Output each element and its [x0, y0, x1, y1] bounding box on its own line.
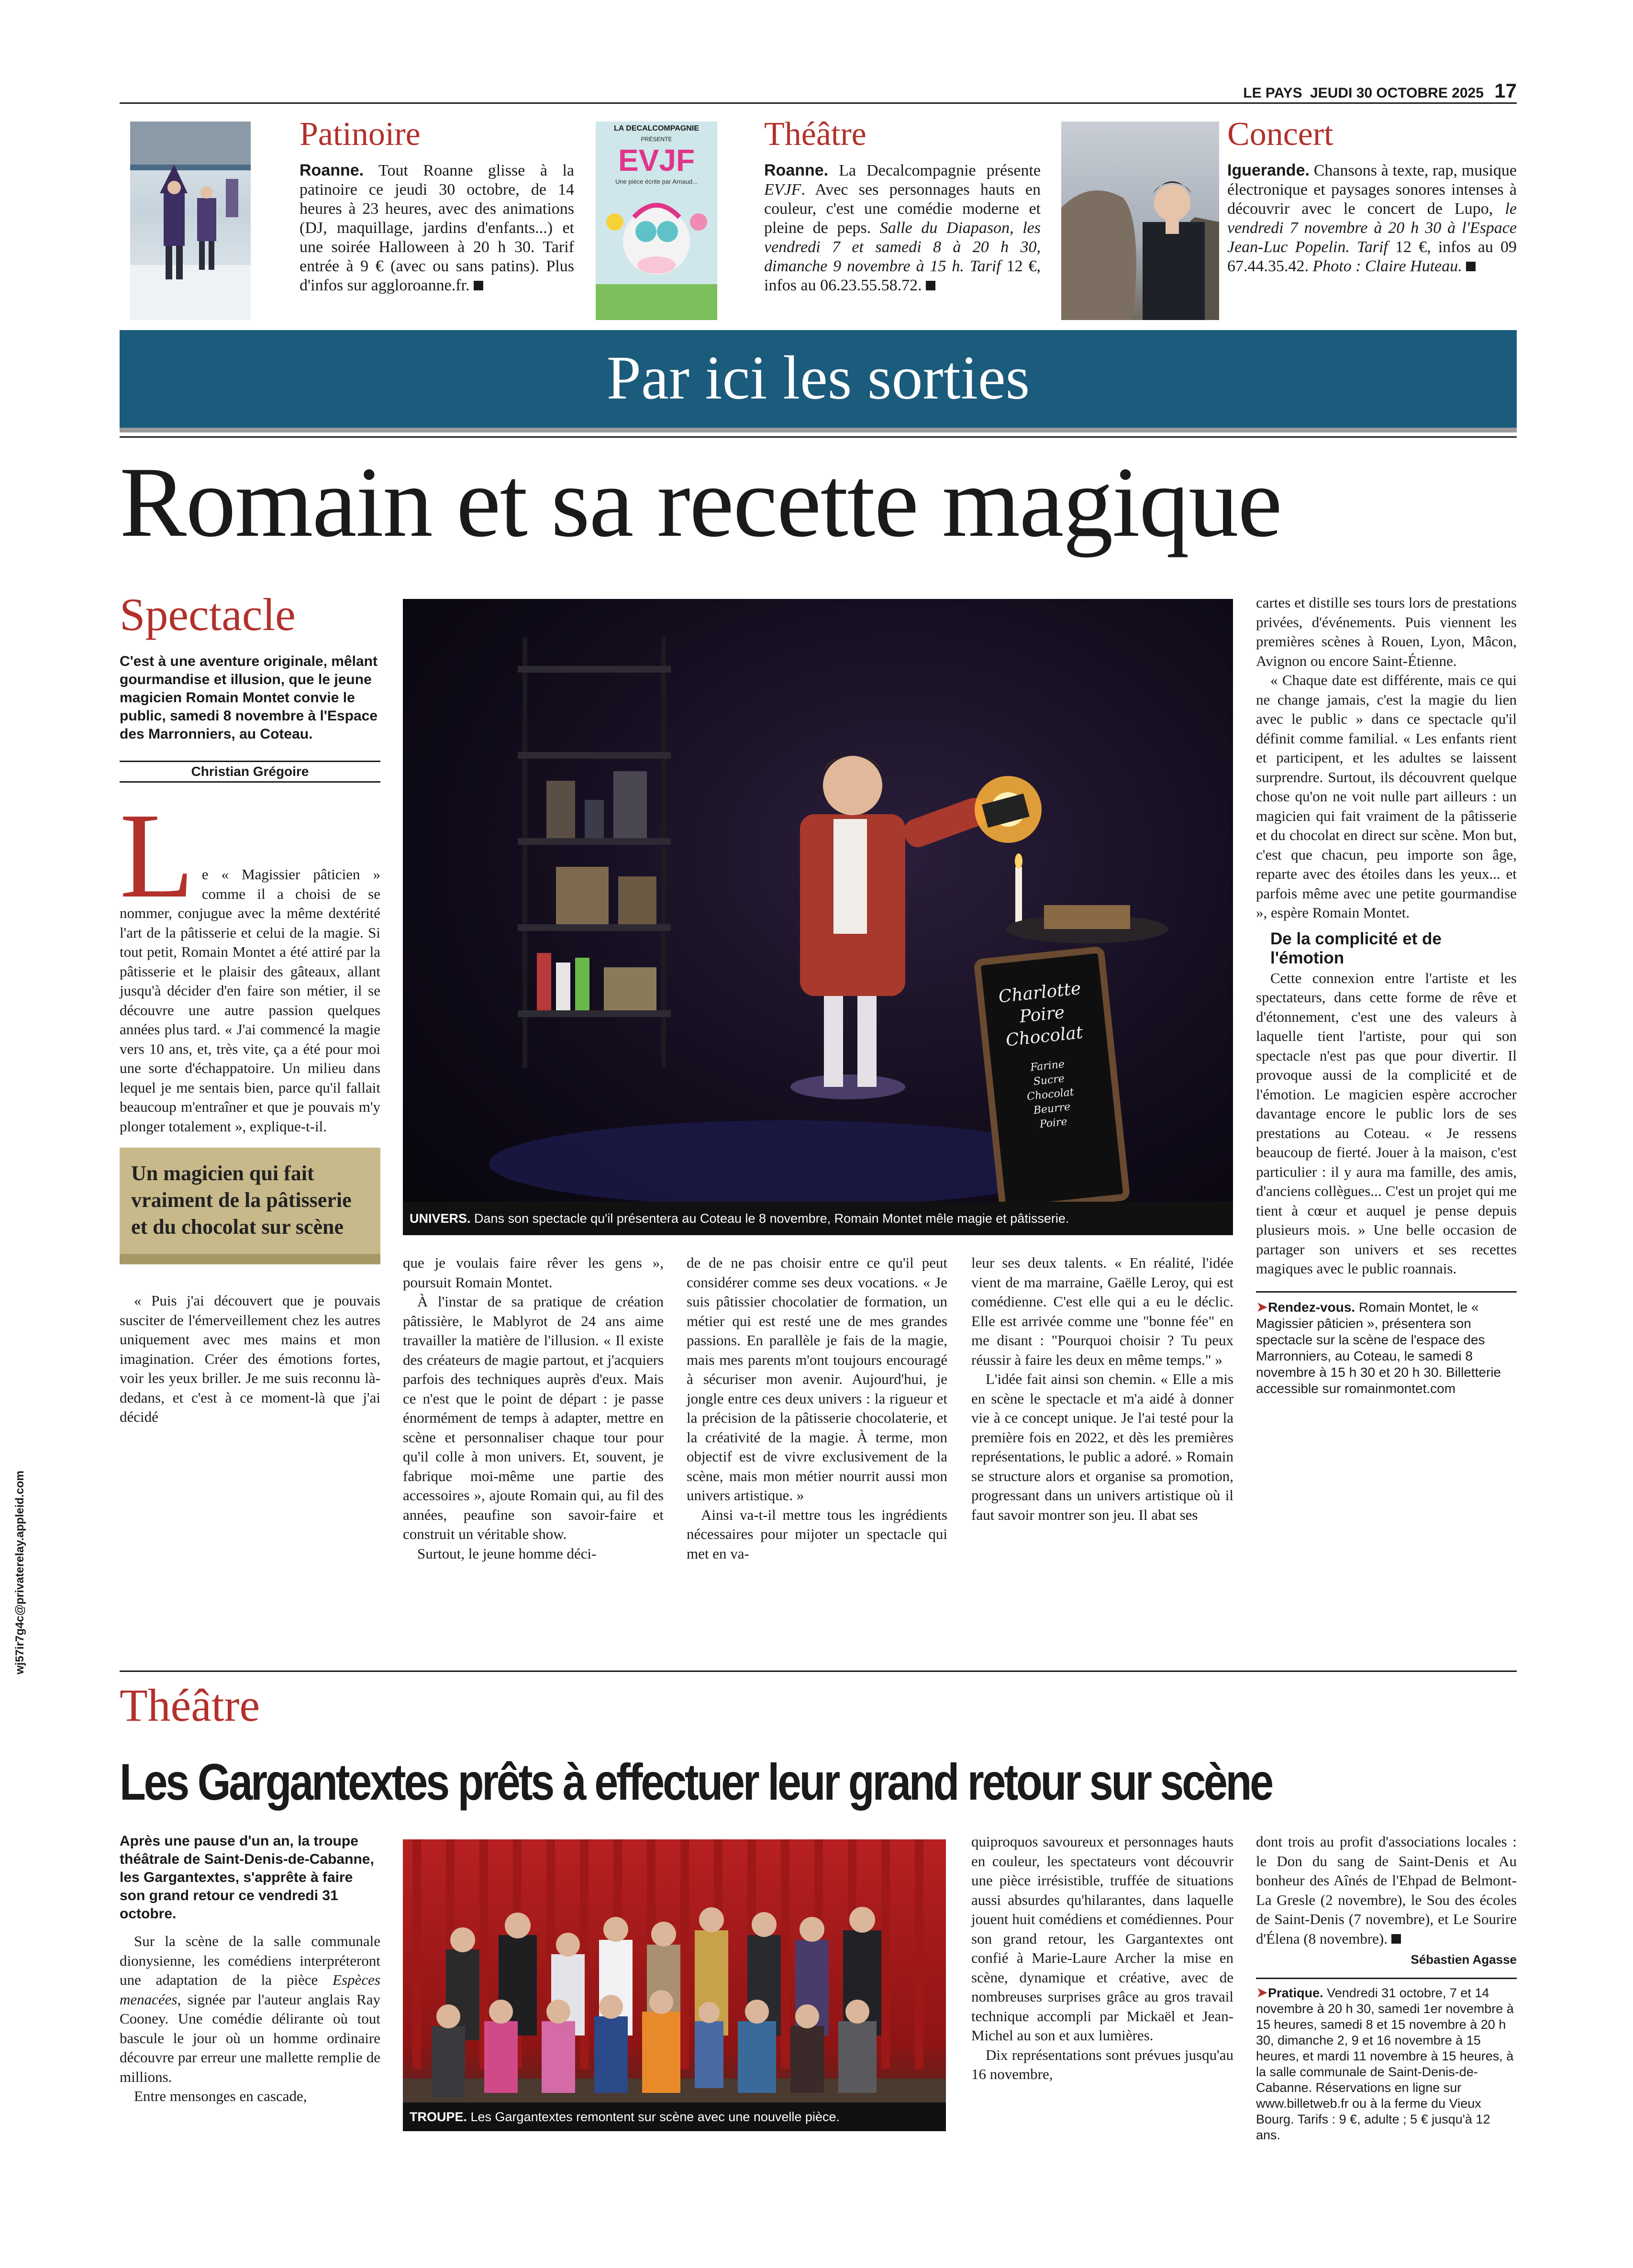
chalkboard-line: Sucre [1033, 1073, 1065, 1088]
end-square [1466, 262, 1476, 271]
pratique-rule [1256, 1978, 1517, 1979]
chalkboard-line: Charlotte [997, 978, 1082, 1007]
teaser-text: Roanne. Tout Roanne glisse à la patinoire ce jeudi 30 octobre, de 14 heures à 23 heures, avec des animations (DJ, maquillage, jardins d'enfants...) et une soirée Halloween à 20 h 30. Tarif entrée à 9 € (avec ou sans patins). Plus d'infos sur aggloroanne.fr. [300, 161, 574, 294]
poster-presents: PRÉSENTE [641, 136, 672, 143]
paragraph: e « Magissier pâticien » comme il a choisi de se nommer, conjugue avec la même dextérité l'art de la pâtisserie et celui de la magie. Si tout petit, Romain Montet a été attiré par la pâtisserie et le plaisir des gâteaux, allant jusqu'à décider d'en faire son métier, il se découvre une autre passion quelques années plus tard. « J'ai commencé la magie vers 10 ans, et, très vite, ça a été pour moi une sorte d'échappatoire. Un milieu dans lequel je me sentais bien, parce qu'il fallait beaucoup m'entraîner et que je pouvais m'y plonger totalement », explique-t-il. [120, 866, 380, 1135]
teaser-concert [1227, 118, 1517, 276]
teaser-title: Patinoire [300, 116, 421, 153]
poster-subtitle: Une pièce écrite par Arnaud... [615, 178, 698, 185]
arrow-icon: ➤ [1256, 1299, 1268, 1315]
article1-col2 [403, 1253, 664, 1563]
article1-author: Christian Grégoire [191, 764, 309, 779]
page-number: 17 [1494, 79, 1517, 102]
teaser-text: Roanne. La Decalcompagnie présente EVJF. Avec ses personnages hauts en couleur, c'est une comédie moderne et pleine de peps. Salle du Diapason, les vendredi 7 et samedi 8 à 20 h 30, dimanche 9 novembre à 15 h. Tarif 12 €, infos au 06.23.55.58.72. [764, 161, 1041, 294]
side-id: wj57ir7g4c@privaterelay.appleid.com [13, 1471, 26, 1674]
dropcap: L [120, 788, 194, 923]
skaters-photo [130, 122, 251, 320]
paragraph: cartes et distille ses tours lors de prestations privées, d'événements. Puis viennent les premières scènes à Rouen, Lyon, Mâcon, Avignon ou encore Saint-Étienne. [1256, 594, 1517, 669]
teaser-patinoire [300, 118, 574, 295]
paragraph: quiproquos savoureux et personnages hauts en couleur, les spectateurs vont découvrir une pièce irrésistible, truffée de situations aussi absurdes qu'hilarantes, dans laquelle jouent huit comédiens et comédiennes. Pour son grand retour, les Gargantextes ont confié à Marie-Laure Archer la mise en scène, dynamique et créative, avec de nombreuses surprises grâce au gros travail technique accompli par Mickaël et Jean-Michel au son et aux lumières. [971, 1833, 1233, 2044]
article2-col2 [971, 1832, 1233, 2084]
article1-col1-text-2 [120, 1291, 380, 1427]
chalkboard [984, 976, 1109, 1136]
teaser-title: Théâtre [764, 116, 866, 153]
poster-title: EVJF [618, 143, 695, 177]
article2-col3 [1256, 1832, 1517, 2143]
article1-col4 [971, 1253, 1233, 1525]
paragraph: que je voulais faire rêver les gens », poursuit Romain Montet. [403, 1254, 664, 1291]
article2-author: Sébastien Agasse [1411, 1952, 1517, 1967]
poster-brand: LA DECALCOMPAGNIE [614, 124, 699, 133]
article1-lead: C'est à une aventure originale, mêlant gourmandise et illusion, que le jeune magicien Romain Montet convie le public, samedi 8 novembre à l'Espace des Marronniers, au Coteau. [120, 653, 378, 742]
paragraph: À l'instar de sa pratique de création pâtissière, le Mablyrot de 24 ans aime travailler la matière de l'illusion. « Il existe des créateurs de magie partout, et j'acquiers parfois des techniques auprès d'eux. Mais ce n'est que le point de départ : je passe énormément de temps à adapter, mettre en scène et personnaliser chaque tour pour qu'il colle à mon univers. Et, souvent, je fabrique moi-même une partie des accessoires », ajoute Romain qui, au fil des années, peaufine son savoir-faire et construit un véritable show. [403, 1293, 664, 1542]
paragraph: « Puis j'ai découvert que je pouvais susciter de l'émerveillement chez les autres uniquement avec mes mains et mon imagination. Créer des émotions fortes, voir les yeux briller. Je me suis reconnu là-dedans, et c'est à ce moment-là que j'ai décidé [120, 1292, 380, 1425]
article2-col1 [120, 1832, 380, 2106]
header-rule [120, 102, 1517, 104]
end-square [926, 281, 935, 290]
paragraph: Entre mensonges en cascade, [134, 2088, 307, 2104]
article1-subhead: De la complicité et de l'émotion [1270, 929, 1442, 967]
paragraph: dont trois au profit d'associations locales : le Don du sang de Saint-Denis et Au bonheur des Aînés de l'Ehpad de Belmont-La Gresle (2 novembre), le Sou des écoles de Saint-Denis (7 novembre), et Le Sourire d'Élena (8 novembre). [1256, 1833, 1517, 1947]
paragraph: Cette connexion entre l'artiste et les spectateurs, dans cette forme de rêve et d'étonnement, c'est une des valeurs à laquelle tient l'artiste, pour qui son spectacle n'est pas que pour divertir. Il provoque aussi de la complicité et de l'émotion. Le magicien espère accrocher davantage encore le public lors de ses prestations au Coteau. « Je ressens beaucoup de fierté. Jouer à la maison, c'est particulier : il y aura ma famille, des amis, d'anciens collègues... C'est un projet qui me tient à cœur et auquel je pense depuis plusieurs mois. » Une belle occasion de partager son univers et ses recettes magiques avec le public roannais. [1256, 969, 1517, 1277]
evjf-poster [596, 122, 717, 320]
article1-kicker: Spectacle [120, 589, 296, 640]
paragraph: leur ses deux talents. « En réalité, l'idée vient de ma marraine, Gaëlle Leroy, qui est comédienne. C'est elle qui a eu le déclic. Elle est arrivée comme une "bonne fée" en me disant : "Pourquoi choisir ? Tu peux réussir à faire les deux en même temps." » [971, 1254, 1233, 1368]
article1-headline: Romain et sa recette magique [120, 447, 1282, 558]
paragraph: Surtout, le jeune homme déci- [417, 1545, 597, 1562]
pratique-box: ➤Pratique. Vendredi 31 octobre, 7 et 14 novembre à 20 h 30, samedi 1er novembre à 15 heures, samedi 8 et 15 novembre à 20 h 30, dimanche 2, 9 et 16 novembre à 15 heures, et mardi 11 novembre à 15 heures, à la salle communale de Saint-Denis-de-Cabanne. Réservations en ligne sur www.billetweb.fr ou à la ferme du Vieux Bourg. Tarifs : 9 €, adulte ; 5 € jusqu'à 12 ans. [1256, 1985, 1514, 2142]
article1-col5 [1256, 593, 1517, 1397]
chalkboard-line: Beurre [1033, 1101, 1071, 1117]
article2-lead: Après une pause d'un an, la troupe théâtrale de Saint-Denis-de-Cabanne, les Gargantextes, s'apprête à faire son grand retour ce vendredi 31 octobre. [120, 1833, 374, 1922]
section-banner-title: Par ici les sorties [606, 343, 1030, 412]
author-rule [120, 781, 380, 783]
article1-col1-text [120, 788, 380, 1136]
magician-photo [403, 599, 1233, 1235]
rdv-rule [1256, 1291, 1517, 1293]
rendezvous-box: ➤Rendez-vous. Romain Montet, le « Magissier pâticien », présentera son spectacle sur la scène de l'espace des Marronniers, au Coteau, le samedi 8 novembre à 15 h 30 et 20 h 30. Billetterie accessible sur romainmontet.com [1256, 1299, 1501, 1396]
end-square [474, 281, 483, 290]
section-banner [120, 330, 1517, 432]
chalkboard-line: Chocolat [1026, 1086, 1075, 1103]
paragraph: Dix représentations sont prévues jusqu'au 16 novembre, [971, 2046, 1233, 2082]
teaser-text: Iguerande. Chansons à texte, rap, musique électronique et paysages sonores intenses à découvrir avec le concert de Lupo, le vendredi 7 novembre à 20 h 30 à l'Espace Jean-Luc Popelin. Tarif 12 €, infos au 09 67.44.35.42. Photo : Claire Huteau. [1227, 161, 1517, 275]
page-header [1206, 79, 1517, 108]
chalkboard-line: Chocolat [1005, 1022, 1084, 1051]
article1-col1 [120, 588, 380, 1427]
article1-col3 [687, 1253, 947, 1563]
lupo-photo [1061, 122, 1219, 320]
paragraph: « Chaque date est différente, mais ce qui ne change jamais, c'est la magie du lien avec le public » dans ce spectacle qu'il définit comme familial. « Les enfants rient et participent, et les adultes se laissent surprendre. Surtout, ils découvrent quelque chose qu'on ne voit nulle part ailleurs : un magicien qui fait vraiment de la pâtisserie et du chocolat en direct sur scène. Mon but, c'est que chacun, peu importe son âge, reparte avec des étoiles dans les yeux... et parfois même avec une petite gourmandise », espère Romain Montet. [1256, 672, 1517, 921]
magician-photo-caption: UNIVERS. Dans son spectacle qu'il présentera au Coteau le 8 novembre, Romain Montet mêle magie et pâtisserie. [403, 1202, 1233, 1235]
page-date: JEUDI 30 OCTOBRE 2025 [1310, 85, 1484, 101]
teaser-title: Concert [1227, 116, 1333, 153]
paragraph: L'idée fait ainsi son chemin. « Elle a mis en scène le spectacle et m'a aidé à donner vie à ce concept unique. Je l'ai testé pour la première fois en 2022, et dès les premières représentations, le public a adoré. » Romain se structure alors et organise sa promotion, progressant dans un univers artistique où il faut savoir montrer son jeu. Il abat ses [971, 1371, 1233, 1523]
troupe-photo-caption: TROUPE. Les Gargantextes remontent sur scène avec une nouvelle pièce. [403, 2102, 946, 2131]
chalkboard-line: Farine [1030, 1058, 1066, 1074]
article2-headline: Les Gargantextes prêts à effectuer leur grand retour sur scène [120, 1753, 1272, 1811]
end-square [1391, 1934, 1401, 1944]
chalkboard-line: Poire [1018, 1002, 1066, 1027]
paragraph: Ainsi va-t-il mettre tous les ingrédients nécessaires pour mijoter un spectacle qui met en va- [687, 1506, 947, 1562]
banner-rule [120, 436, 1517, 438]
pullquote [120, 1148, 380, 1264]
troupe-photo [403, 1839, 946, 2131]
article2-rule [120, 1671, 1517, 1672]
arrow-icon: ➤ [1256, 1985, 1268, 2001]
pullquote-text: Un magicien qui fait vraiment de la pâtisserie et du chocolat sur scène [131, 1162, 352, 1239]
chalkboard-line: Poire [1039, 1116, 1068, 1131]
article2-kicker: Théâtre [120, 1680, 260, 1731]
paper-name: LE PAYS [1243, 85, 1302, 101]
paragraph: de de ne pas choisir entre ce qu'il peut considérer comme ses deux vocations. « Je suis pâtissier chocolatier de formation, un métier qui est resté une de mes grandes passions. En parallèle je fais de la magie, mais mes parents m'ont toujours encouragé à sécuriser mon avenir. Aujourd'hui, je jongle entre ces deux univers : la rigueur et la précision de la pâtisserie chocolaterie, et la créativité de la magie. À terme, mon objectif est de vivre exclusivement de la scène, mais mon métier nourrit aussi mon univers artistique. » [687, 1254, 947, 1504]
paragraph: Sur la scène de la salle communale dionysienne, les comédiens interpréteront une adaptation de la pièce Espèces menacées, signée par l'auteur anglais Ray Cooney. Une comédie délirante où tout bascule le jour où un homme ordinaire découvre par erreur une mallette remplie de millions. [120, 1933, 380, 2085]
teaser-theatre [764, 118, 1041, 295]
